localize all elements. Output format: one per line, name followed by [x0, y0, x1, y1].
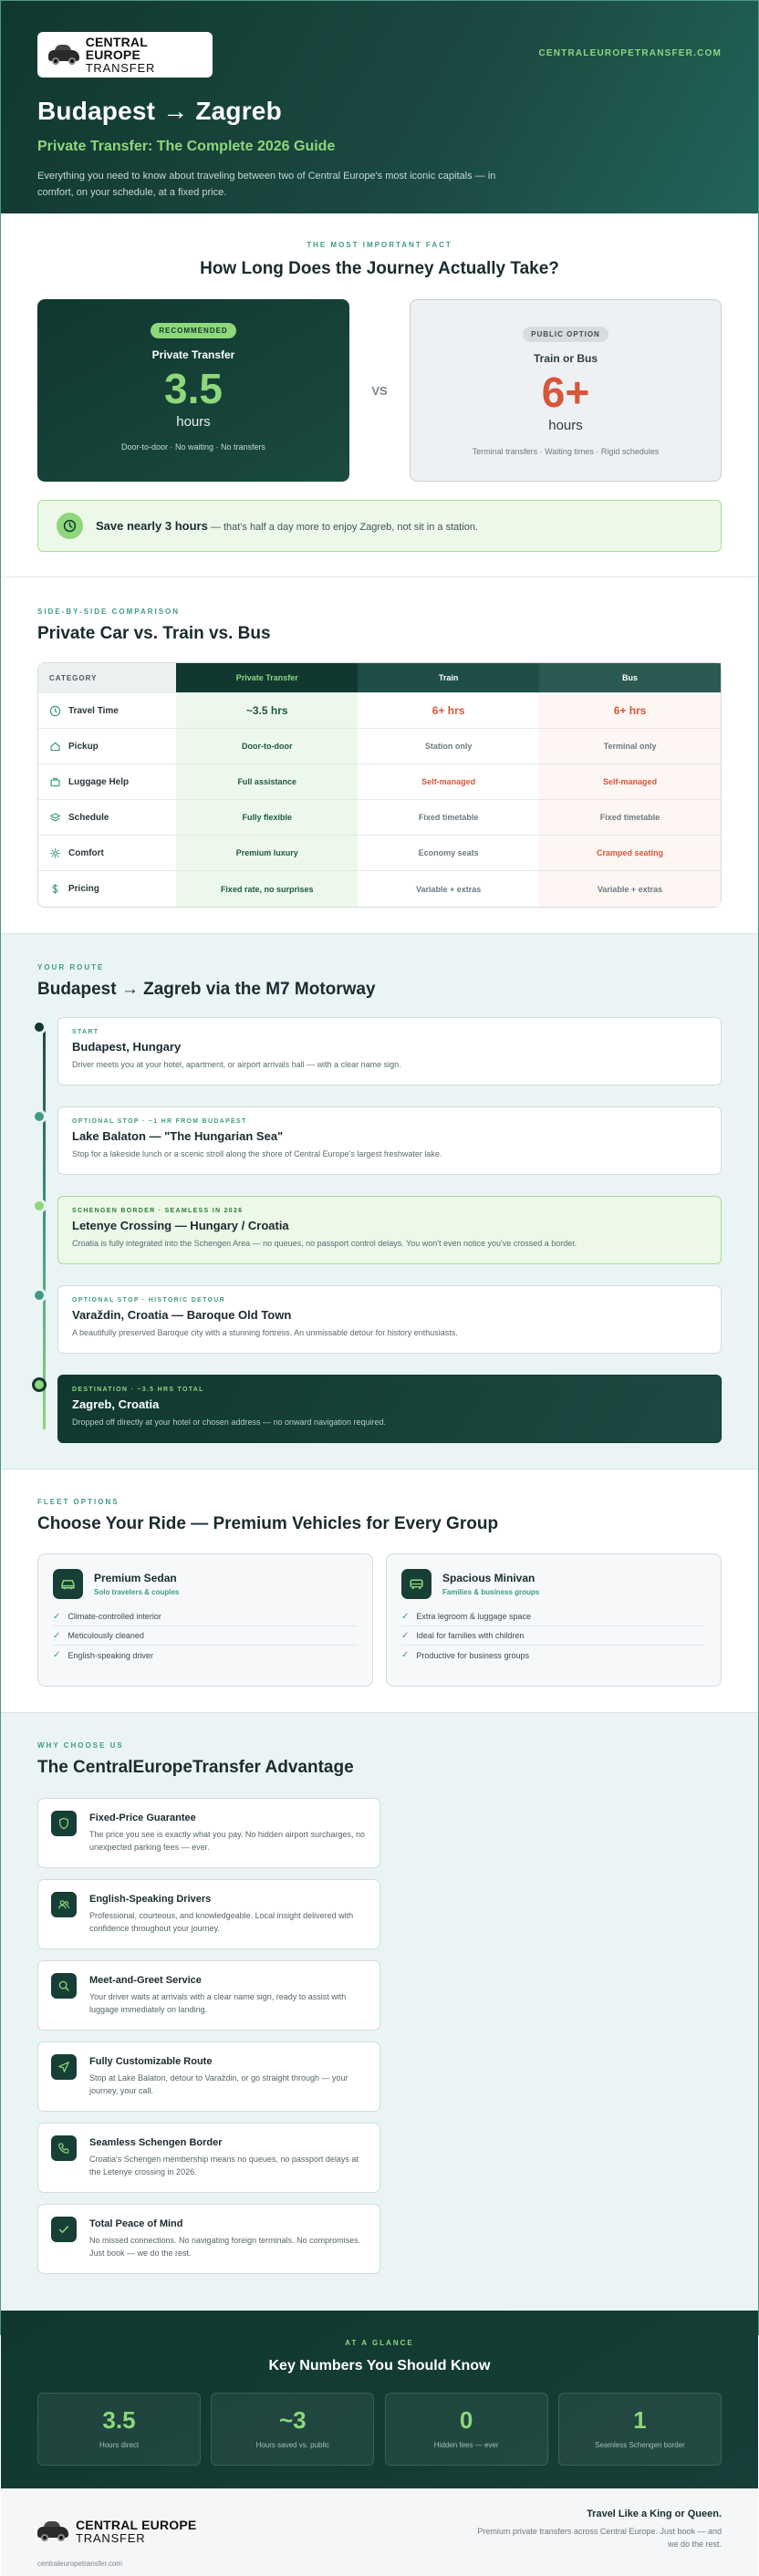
luggage-icon [49, 776, 61, 788]
users-icon [51, 1892, 77, 1917]
stop-tag: START [72, 1029, 99, 1035]
stat-value: ~3 [279, 2406, 307, 2434]
list-item [401, 1646, 706, 1665]
car-logo-icon [48, 45, 78, 65]
private-cell: ~3.5 hrs [176, 693, 358, 728]
check-icon: ✓ [53, 1630, 61, 1641]
public-label: Train or Bus [533, 352, 598, 365]
table-header-row [38, 663, 721, 693]
route-stop [57, 1106, 722, 1175]
train-cell: Fixed timetable [418, 813, 479, 822]
advantage-title: Total Peace of Mind [89, 2218, 183, 2229]
header-train: Train [358, 663, 539, 692]
clock-icon [57, 513, 83, 539]
section-eyebrow: YOUR ROUTE [37, 963, 105, 971]
stat-value: 3.5 [102, 2406, 136, 2434]
vehicle-sub: Families & business groups [442, 1588, 540, 1596]
train-cell: Self-managed [421, 777, 476, 786]
stat-value: 1 [633, 2406, 647, 2434]
comparison-table [37, 662, 722, 908]
bus-cell: Self-managed [539, 764, 721, 799]
row-category: Travel Time [68, 705, 119, 716]
stop-desc: Stop for a lakeside lunch or a scenic stroll along the shore of Central Europe's largest freshwater lake. [72, 1149, 442, 1158]
stat-label: Hours saved vs. public [255, 2441, 330, 2449]
row-category: Luggage Help [68, 776, 130, 787]
stat-value: 0 [459, 2406, 473, 2434]
section-eyebrow: SIDE-BY-SIDE COMPARISON [37, 608, 181, 616]
search-icon [51, 1973, 77, 1999]
row-category: Comfort [68, 847, 104, 858]
vehicle-features [53, 1607, 358, 1665]
stat-label: Hidden fees — ever [433, 2441, 499, 2449]
vehicle-card-minivan[interactable] [386, 1553, 722, 1687]
advantage-desc: No missed connections. No navigating foreign terminals. No compromises. Just book — we do the rest. [89, 2236, 361, 2258]
train-cell: Station only [424, 742, 473, 751]
advantage-desc: Stop at Lake Balaton, detour to Varaždin, or go straight through — your journey, your call. [89, 2073, 348, 2095]
advantage-card [37, 2041, 380, 2112]
private-label: Private Transfer [151, 348, 235, 361]
private-meta: Door-to-door · No waiting · No transfers [120, 442, 266, 452]
shield-icon [51, 1811, 77, 1836]
hero-intro: Everything you need to know about traveling between two of Central Europe's most iconic capitals — in comfort, on your schedule, at a fixed price. [37, 171, 496, 199]
save-detail: — that's half a day more to enjoy Zagreb, not sit in a station. [207, 522, 479, 533]
private-cell: Fixed rate, no surprises [176, 871, 358, 907]
feature-text: Ideal for families with children [416, 1631, 525, 1640]
route-section [1, 934, 758, 1470]
advantage-desc: Croatia's Schengen membership means no queues, no passport delays at the Letenye crossing in 2026. [89, 2155, 359, 2176]
private-cell: Premium luxury [176, 836, 358, 870]
advantage-grid [37, 1798, 722, 2285]
table-row [38, 836, 721, 871]
stop-tag: OPTIONAL STOP · ~1 HR FROM BUDAPEST [72, 1118, 247, 1125]
section-title: Private Car vs. Train vs. Bus [37, 624, 271, 643]
list-item [53, 1646, 358, 1665]
footer-desc: Premium private transfers across Central Europe. Just book — and we do the rest. [477, 2527, 722, 2550]
stop-desc: A beautifully preserved Baroque city with a stunning fortress. An unmissable detour for history enthusiasts. [72, 1328, 458, 1337]
section-eyebrow: AT A GLANCE [345, 2339, 414, 2347]
numbers-grid [1, 2393, 758, 2466]
bus-cell: 6+ hrs [539, 693, 721, 728]
car-icon [53, 1569, 83, 1599]
vs-label: VS [371, 383, 388, 398]
public-option-badge: PUBLIC OPTION [523, 327, 608, 342]
section-title: How Long Does the Journey Actually Take? [200, 259, 559, 278]
table-row [38, 693, 721, 729]
section-title: The CentralEuropeTransfer Advantage [37, 1758, 354, 1777]
stop-tag: SCHENGEN BORDER · SEAMLESS IN 2026 [72, 1208, 244, 1214]
advantage-card [37, 1879, 380, 1949]
vehicle-card-sedan[interactable] [37, 1553, 373, 1687]
vehicle-name: Spacious Minivan [442, 1572, 535, 1584]
time-comparison [37, 299, 722, 482]
public-option-card [410, 299, 722, 482]
table-row [38, 871, 721, 907]
brand-line1: CENTRAL EUROPE [76, 2518, 197, 2532]
timeline-dot [32, 1288, 47, 1303]
header-private: Private Transfer [176, 663, 358, 692]
stat-label: Hours direct [99, 2441, 140, 2449]
table-row [38, 800, 721, 836]
list-item [53, 1607, 358, 1626]
hero-section [1, 1, 758, 213]
brand-line2: TRANSFER [85, 61, 156, 75]
stat-card [37, 2393, 201, 2466]
row-category: Schedule [68, 812, 109, 823]
timeline-dot [32, 1377, 47, 1392]
section-title: Key Numbers You Should Know [268, 2358, 491, 2373]
section-title: Budapest → Zagreb via the M7 Motorway [37, 980, 376, 999]
car-logo-icon [37, 2521, 68, 2541]
private-transfer-card [37, 299, 349, 482]
train-cell: Variable + extras [415, 884, 482, 894]
advantage-desc: The price you see is exactly what you pay. No hidden airport surcharges, no unexpected parking fees — ever. [89, 1830, 365, 1852]
stop-desc: Dropped off directly at your hotel or chosen address — no onward navigation required. [72, 1418, 387, 1427]
stop-name: Budapest, Hungary [72, 1040, 182, 1054]
private-hours-value: 3.5 [164, 365, 223, 412]
row-category: Pricing [68, 884, 99, 894]
advantage-card [37, 1960, 380, 2031]
timeline-dot [32, 1109, 47, 1124]
train-cell: 6+ hrs [431, 704, 465, 717]
route-stop [57, 1285, 722, 1354]
sparkle-icon [49, 847, 61, 859]
advantage-card [37, 2204, 380, 2274]
advantage-title: Meet-and-Greet Service [89, 1975, 202, 1986]
bus-cell: Fixed timetable [539, 800, 721, 835]
list-item [401, 1626, 706, 1646]
stop-desc: Croatia is fully integrated into the Schengen Area — no queues, no passport control delays. You won't even notice you've crossed a border. [72, 1239, 577, 1248]
header-category: CATEGORY [38, 663, 176, 692]
private-hours-unit: hours [176, 414, 211, 430]
header-bus: Bus [539, 663, 721, 692]
section-eyebrow: THE MOST IMPORTANT FACT [307, 241, 452, 249]
phone-icon [51, 2135, 77, 2161]
stat-card [211, 2393, 374, 2466]
clock-icon [49, 705, 61, 717]
key-numbers-section [1, 2311, 758, 2488]
route-stop [57, 1375, 722, 1443]
fleet-cards [37, 1553, 722, 1687]
save-headline: Save nearly 3 hours [96, 519, 208, 533]
bus-cell: Variable + extras [539, 871, 721, 907]
navigation-icon [51, 2054, 77, 2080]
recommended-badge: RECOMMENDED [151, 323, 235, 338]
feature-text: Productive for business groups [416, 1650, 529, 1660]
check-icon: ✓ [53, 1650, 61, 1660]
route-timeline [37, 1017, 722, 1443]
advantage-desc: Professional, courteous, and knowledgeable. Local insight delivered with confidence throughout your journey. [89, 1911, 354, 1933]
private-cell: Fully flexible [176, 800, 358, 835]
advantage-section [1, 1713, 758, 2311]
route-stop [57, 1017, 722, 1085]
save-time-banner [37, 500, 722, 552]
check-icon: ✓ [401, 1611, 410, 1622]
stop-name: Letenye Crossing — Hungary / Croatia [72, 1219, 289, 1232]
private-cell: Full assistance [176, 764, 358, 799]
bus-cell: Terminal only [539, 729, 721, 763]
check-icon: ✓ [401, 1650, 410, 1660]
train-cell: Economy seats [418, 848, 479, 857]
stop-name: Lake Balaton — "The Hungarian Sea" [72, 1129, 284, 1143]
stop-tag: DESTINATION · ~3.5 HRS TOTAL [72, 1387, 204, 1393]
stop-name: Varaždin, Croatia — Baroque Old Town [72, 1308, 292, 1322]
table-row [38, 729, 721, 764]
brand-line2: TRANSFER [76, 2531, 146, 2545]
feature-text: Extra legroom & luggage space [416, 1612, 531, 1621]
check-icon: ✓ [401, 1630, 410, 1641]
footer [1, 2488, 758, 2576]
vehicle-features [401, 1607, 706, 1665]
stop-tag: OPTIONAL STOP · HISTORIC DETOUR [72, 1297, 226, 1304]
advantage-desc: Your driver waits at arrivals with a clear name sign, ready to assist with luggage immediately on landing. [89, 1992, 347, 2014]
brand-logo[interactable] [37, 32, 213, 78]
brand-line1: CENTRAL EUROPE [85, 35, 148, 62]
check-icon [51, 2217, 77, 2242]
advantage-card [37, 2123, 380, 2193]
feature-text: English-speaking driver [68, 1650, 153, 1660]
advantage-title: Fully Customizable Route [89, 2056, 213, 2067]
row-category: Pickup [68, 741, 99, 752]
footer-url-link[interactable]: centraleuropetransfer.com [37, 2560, 122, 2568]
public-hours-value: 6+ [541, 369, 590, 416]
check-icon: ✓ [53, 1611, 61, 1622]
home-icon [49, 741, 61, 753]
section-eyebrow: FLEET OPTIONS [37, 1498, 120, 1506]
advantage-title: English-Speaking Drivers [89, 1894, 212, 1905]
public-hours-unit: hours [548, 418, 583, 433]
layers-icon [49, 812, 61, 824]
timeline-line [43, 1028, 46, 1429]
hero-subtitle: Private Transfer: The Complete 2026 Guide [37, 139, 336, 154]
stop-name: Zagreb, Croatia [72, 1397, 160, 1411]
stop-desc: Driver meets you at your hotel, apartment, or airport arrivals hall — with a clear name sign. [72, 1060, 401, 1069]
stat-card [385, 2393, 548, 2466]
feature-text: Meticulously cleaned [68, 1631, 144, 1640]
van-icon [401, 1569, 431, 1599]
list-item [53, 1626, 358, 1646]
hero-title: Budapest → Zagreb [37, 97, 282, 125]
vehicle-name: Premium Sedan [94, 1572, 177, 1584]
stat-card [558, 2393, 722, 2466]
route-stop [57, 1196, 722, 1264]
footer-tagline: Travel Like a King or Queen. [587, 2508, 722, 2519]
bus-cell: Cramped seating [539, 836, 721, 870]
advantage-title: Fixed-Price Guarantee [89, 1813, 196, 1823]
dollar-icon [49, 883, 61, 895]
feature-text: Climate-controlled interior [68, 1612, 161, 1621]
comparison-section [1, 577, 758, 934]
private-cell: Door-to-door [176, 729, 358, 763]
advantage-card [37, 1798, 380, 1868]
timeline-dot [32, 1020, 47, 1034]
stat-label: Seamless Schengen border [595, 2441, 685, 2449]
public-meta: Terminal transfers · Waiting times · Rigid schedules [472, 447, 660, 456]
journey-time-section [1, 213, 758, 577]
vehicle-sub: Solo travelers & couples [94, 1588, 180, 1596]
site-url-link[interactable]: CENTRALEUROPETRANSFER.COM [538, 48, 722, 58]
list-item [401, 1607, 706, 1626]
advantage-title: Seamless Schengen Border [89, 2137, 223, 2148]
section-title: Choose Your Ride — Premium Vehicles for Every Group [37, 1514, 499, 1533]
timeline-dot [32, 1199, 47, 1213]
fleet-section [1, 1470, 758, 1713]
section-eyebrow: WHY CHOOSE US [37, 1741, 124, 1750]
table-row [38, 764, 721, 800]
